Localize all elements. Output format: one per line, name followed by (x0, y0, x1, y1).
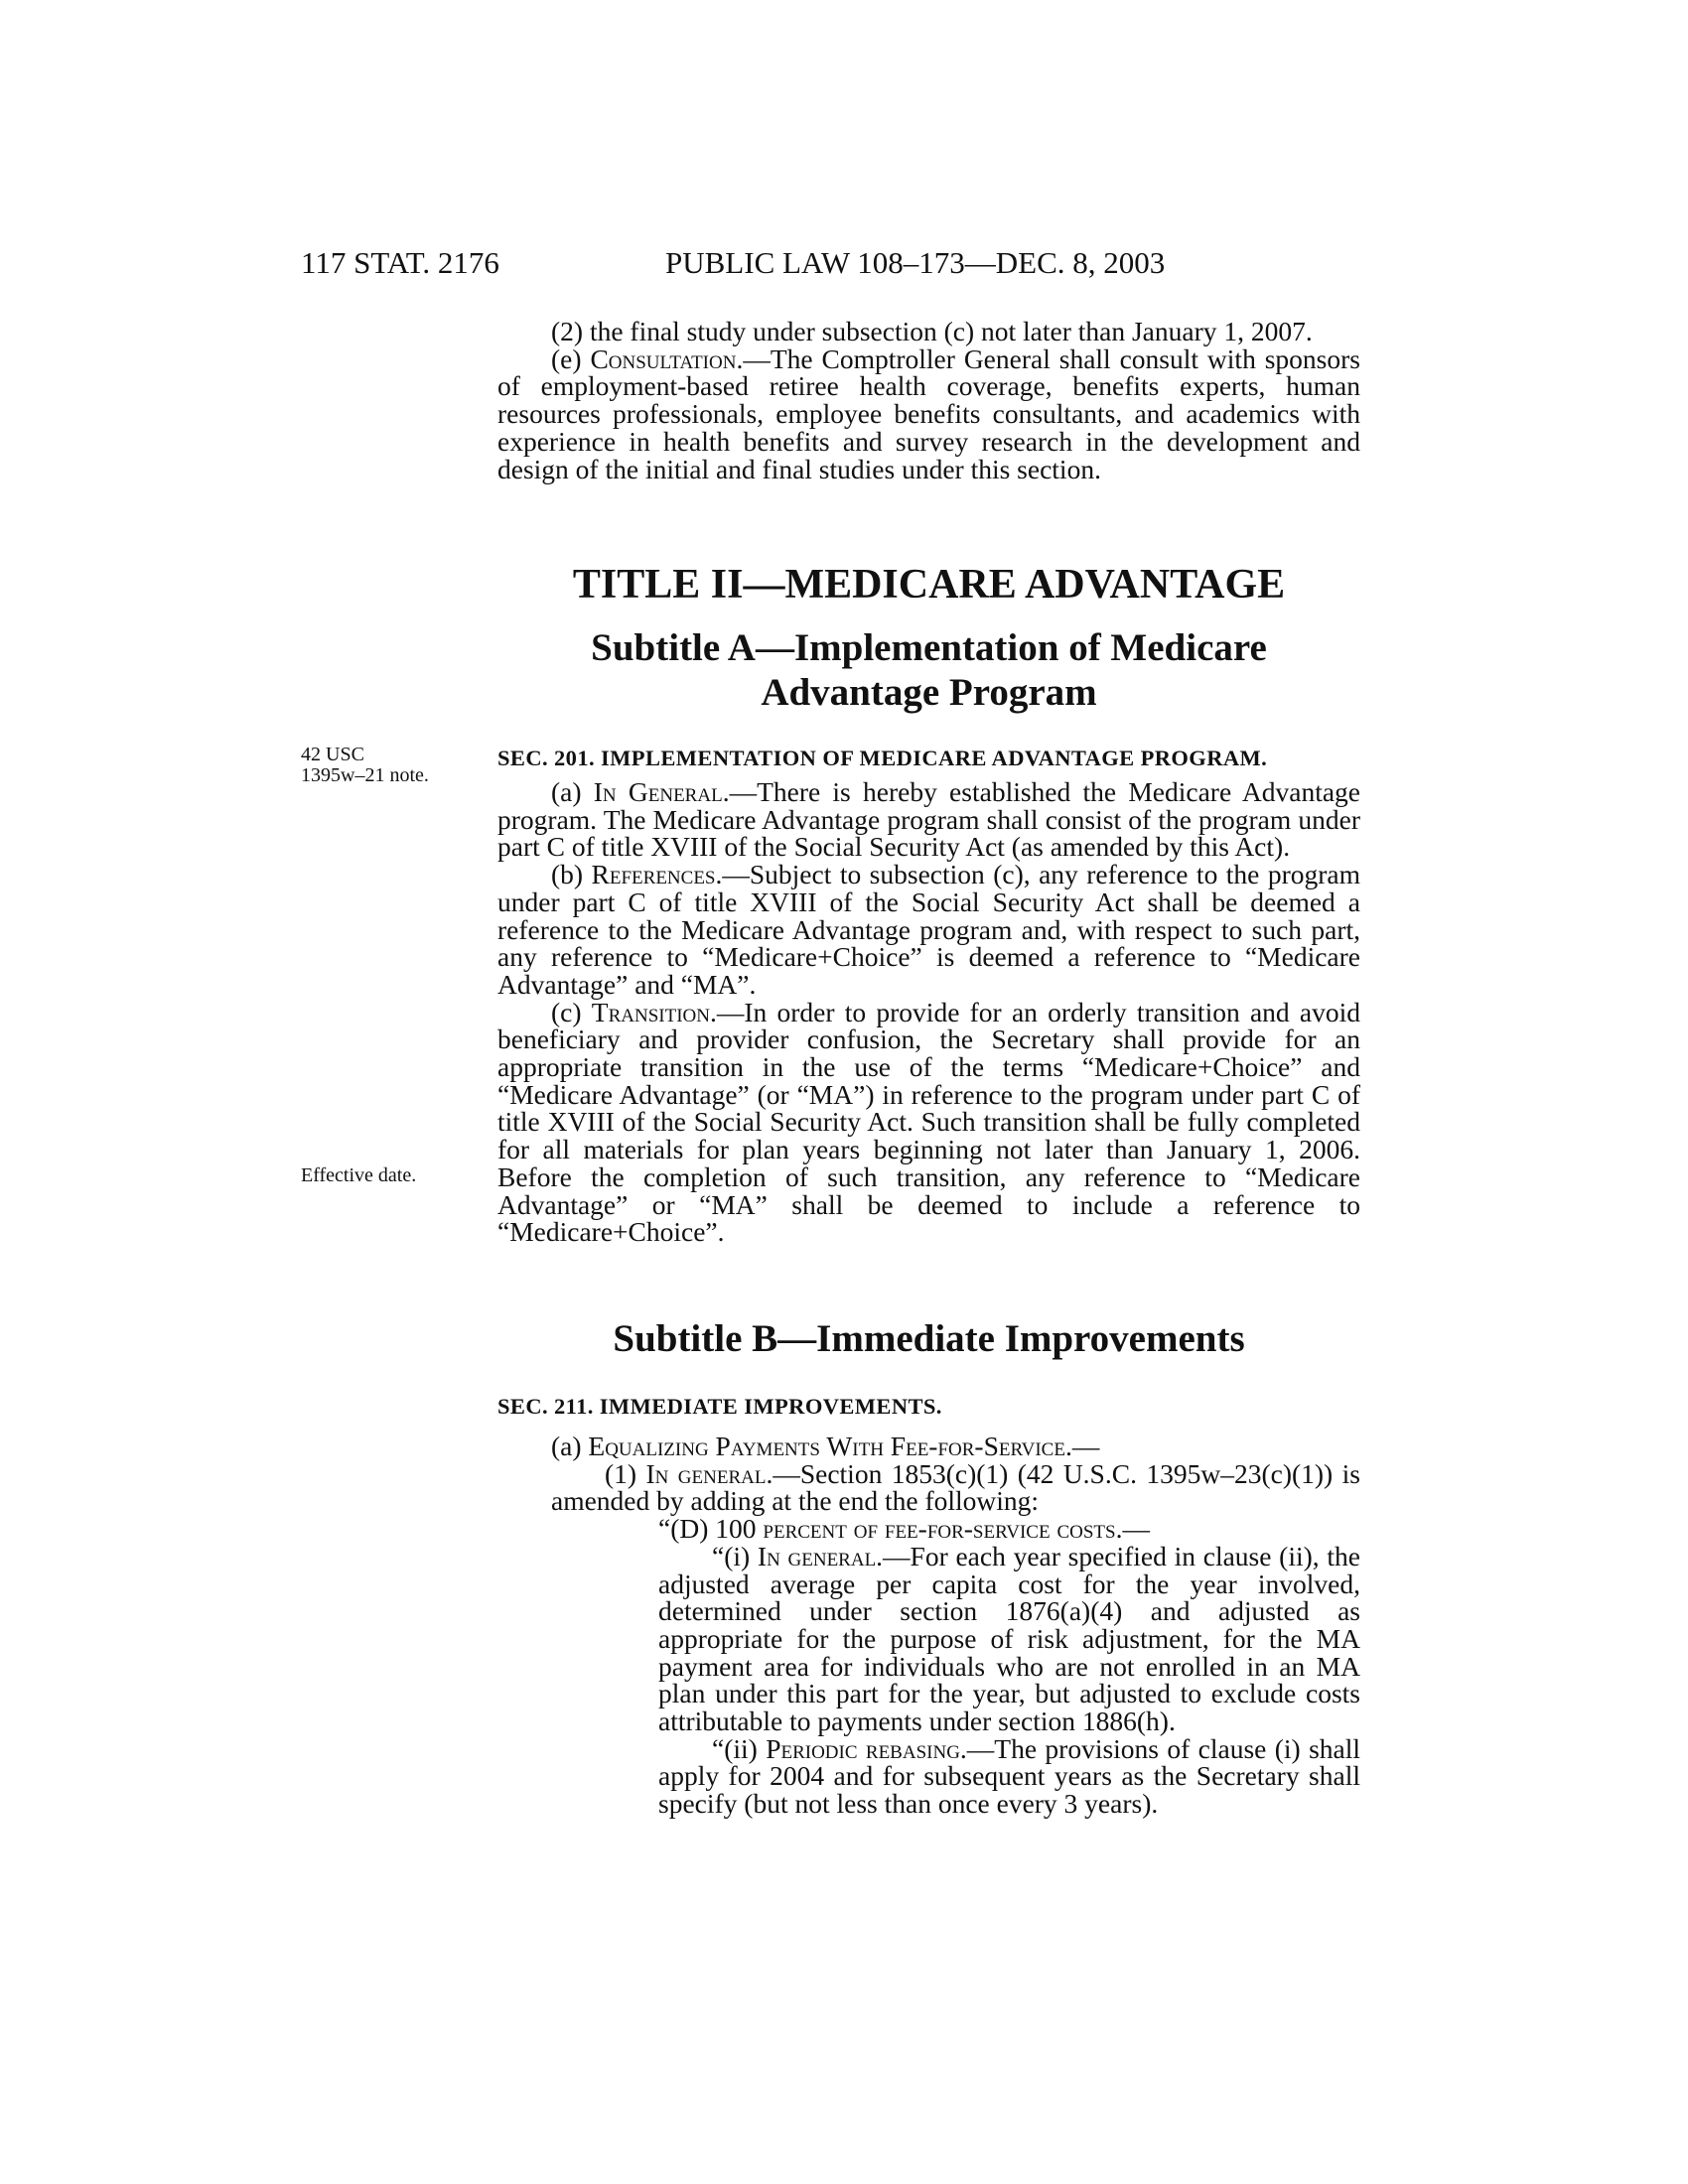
sec-211-i-label: “(i) (712, 1540, 758, 1571)
sec-201-a-label: (a) (551, 776, 594, 807)
top-section (497, 318, 1360, 482)
sec-211-i-text: .—For each year specified in clause (ii), the adjusted average per capita cost for the year involved, determined under section 1876(a)(4) and adjusted as appropriate for the purpose of risk adjustment, for the MA payment area for individuals who are not enrolled in an MA plan under this part for the year, but adjusted to exclude costs attributable to payments under section 1886(h). (658, 1540, 1360, 1737)
sec-211-a-dash: .— (1064, 1431, 1100, 1461)
sec-211-paragraph-1 (497, 1457, 1360, 1517)
sec-211-i-heading: In general (757, 1540, 877, 1571)
sec-211-p1-text: .—Section 1853(c)(1) (42 U.S.C. 1395w–23(c)(1)) is amended by adding at the end the following: (551, 1457, 1360, 1517)
sec-211-ii-label: “(ii) (712, 1732, 767, 1764)
sec-201-c-heading: Transition (591, 996, 710, 1027)
sec-211-body (497, 1433, 1360, 1818)
consultation-text: .—The Comptroller General shall consult with sponsors of employment-based retiree health coverage, benefits experts, human resources professionals, employee benefits consultants, and academics with experience in health benefits and survey research in the development and design of the initial and final studies under this section. (497, 342, 1360, 484)
sec-201-heading: SEC. 201. IMPLEMENTATION OF MEDICARE ADVANTAGE PROGRAM. (497, 746, 1268, 770)
sec-211-d-label: “(D) 100 (658, 1513, 764, 1545)
consultation-heading: Consultation (590, 342, 737, 374)
sec-211-ii-text: .—The provisions of clause (i) shall apply for 2004 and for subsequent years as the Secretary shall specify (but not less than once every 3 years). (658, 1732, 1361, 1820)
title-ii-heading: TITLE II—MEDICARE ADVANTAGE (572, 562, 1286, 608)
subtitle-a-line2: Advantage Program (761, 671, 1097, 714)
sec-211-heading: SEC. 211. IMMEDIATE IMPROVEMENTS. (497, 1394, 942, 1419)
sec-211-subsection-a (497, 1433, 1360, 1460)
sec-201-body (497, 778, 1360, 1246)
margin-note-usc-line1: 42 USC (301, 744, 364, 765)
sec-201-a-text: .—There is hereby established the Medicare Advantage program. The Medicare Advantage program shall consist of the program under part C of title XVIII of the Social Security Act (as amended by this Act). (497, 776, 1360, 863)
sec-211-p1-label: (1) (605, 1457, 646, 1489)
subtitle-a-heading (497, 625, 1360, 715)
sec-211-clause-ii (497, 1732, 1361, 1820)
sec-211-p1-heading: In general (645, 1457, 767, 1489)
item-2-text: (2) the final study under subsection (c) not later than January 1, 2007. (551, 316, 1313, 346)
consultation-label: (e) (551, 342, 591, 374)
subtitle-b-heading: Subtitle B—Immediate Improvements (613, 1317, 1245, 1360)
margin-note-usc-line2: 1395w–21 note. (301, 764, 429, 786)
paragraph-item-2 (497, 318, 1360, 345)
sec-211-d-heading: percent of fee-for-service costs (763, 1513, 1116, 1545)
margin-note-effective-date: Effective date. (301, 1164, 417, 1186)
sec-211-a-heading: Equalizing Payments With Fee-for-Service (588, 1431, 1065, 1461)
subtitle-a-line1: Subtitle A—Implementation of Medicare (591, 626, 1267, 669)
sec-201-b-heading: References (591, 859, 716, 890)
header-law-ref: PUBLIC LAW 108–173—DEC. 8, 2003 (665, 245, 1166, 280)
sec-201-a-heading: In General (593, 776, 723, 807)
sec-201-subsection-a (497, 778, 1360, 861)
sec-211-subparagraph-d (497, 1515, 1360, 1543)
sec-211-a-label: (a) (551, 1431, 589, 1461)
sec-211-d-dash: .— (1115, 1513, 1150, 1545)
header-stat-ref: 117 STAT. 2176 (301, 245, 499, 280)
sec-201-c-label: (c) (551, 996, 592, 1027)
sec-211-clause-i (497, 1540, 1360, 1737)
sec-201-b-text: .—Subject to subsection (c), any reference to the program under part C of title XVIII of the Social Security Act shall be deemed a reference to the Medicare Advantage program and, with respect to such part, any reference to “Medicare+Choice” is deemed a reference to “Medicare Advantage” and “MA”. (497, 859, 1360, 1000)
sec-201-b-label: (b) (551, 859, 592, 890)
sec-201-subsection-b (497, 861, 1360, 999)
sec-211-ii-heading: Periodic rebasing (766, 1732, 960, 1764)
margin-note-usc (301, 745, 460, 786)
sec-201-subsection-c (497, 996, 1361, 1248)
paragraph-consultation (497, 342, 1360, 484)
sec-201-c-text: .—In order to provide for an orderly transition and avoid beneficiary and provider confusion, the Secretary shall provide for an appropriate transition in the use of the terms “Medicare+Choice” and “Medicare Advantage” (or “MA”) in reference to the program under part C of title XVIII of the Social Security Act. Such transition shall be fully completed for all materials for plan years beginning not later than January 1, 2006. Before the completion of such transition, any reference to “Medicare Advantage” or “MA” shall be deemed to include a reference to “Medicare+Choice”. (497, 996, 1361, 1248)
